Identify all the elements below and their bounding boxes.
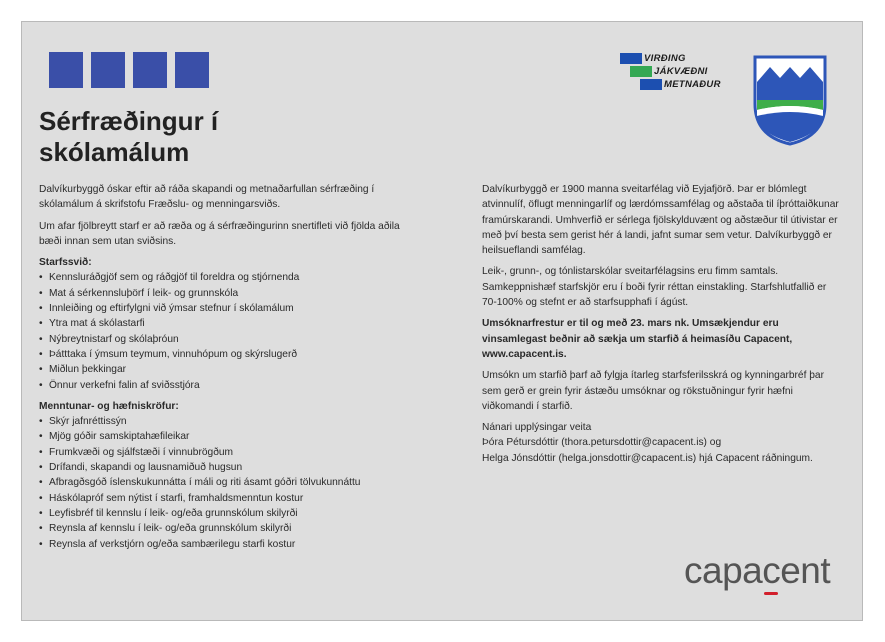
list-item: • Mjög góðir samskiptahæfileikar [39,429,409,444]
list-item: • Önnur verkefni falin af sviðsstjóra [39,378,409,393]
blue-block [133,52,167,88]
capacent-logo [684,550,830,592]
motto-word-1: VIRÐING [644,53,686,64]
list-item: • Leyfisbréf til kennslu í leik- og/eða grunnskólum skilyrði [39,506,409,521]
motto-bar-blue-2 [640,79,662,90]
contact-line-1: Þóra Pétursdóttir (thora.petursdottir@capacent.is) og [482,437,722,449]
list-item: • Skýr jafnréttissýn [39,414,409,429]
list-item: • Drífandi, skapandi og lausnamiðuð hugsun [39,460,409,475]
intro-paragraph-2: Um afar fjölbreytt starf er að ræða og á sérfræðingurinn snertifleti við fjölda aðila bæði innan sem utan sviðsins. [39,220,400,247]
job-title [39,106,299,168]
logo-text-end: ent [780,550,831,591]
logo-text-start: capa [684,550,763,591]
duties-list [39,270,409,392]
left-column [39,182,409,556]
list-item: • Nýbreytnistarf og skólaþróun [39,332,409,347]
motto-word-3: METNAÐUR [664,79,721,90]
blue-block [91,52,125,88]
requirements-title: Menntunar- og hæfniskröfur: [39,400,179,412]
about-paragraph: Dalvíkurbyggð er 1900 manna sveitarfélag við Eyjafjörð. Þar er blómlegt atvinnulíf, öflugt menningarlíf og lærdómssamfélag og aðstaða til íþróttaiðkunar framúrskarandi. Umhverfið er sérlega fjölskylduvænt og aðstæður til útivistar er með því besta sem gerist hér á landi, jafnt sumar sem vetur. Dalvíkurbyggð er heilsueflandi samfélag. [482,184,839,257]
application-paragraph: Umsókn um starfið þarf að fylgja ítarleg starfsferilsskrá og kynningarbréf þar sem gerð er grein fyrir ástæðu umsóknar og rökstuðningur fyrir hæfni viðkomandi í starfið. [482,370,824,412]
list-item: • Ytra mat á skólastarfi [39,316,409,331]
blue-block [175,52,209,88]
list-item: • Frumkvæði og sjálfstæði í vinnubrögðum [39,445,409,460]
list-item: • Innleiðing og eftirfylgni við ýmsar stefnur í skólamálum [39,301,409,316]
decorative-blocks [49,52,209,88]
motto-bar-green [630,66,652,77]
right-column [482,182,842,466]
intro-paragraph-1: Dalvíkurbyggð óskar eftir að ráða skapandi og metnaðarfullan sérfræðing í skólamálum á skrifstofu Fræðslu- og menningarsviðs. [39,184,375,211]
motto-logo [620,53,740,93]
list-item: • Þátttaka í ýmsum teymum, vinnuhópum og skýrslugerð [39,347,409,362]
list-item: • Afbragðsgóð íslenskukunnátta í máli og riti ásamt góðri tölvukunnáttu [39,475,409,490]
list-item: • Miðlun þekkingar [39,362,409,377]
ad-frame [21,21,863,621]
schools-paragraph: Leik-, grunn-, og tónlistarskólar sveitarfélagsins eru fimm samtals. Samkeppnishæf starfskjör eru í boði fyrir réttan einstakling. Starfshlutfallið er 70-100% og stefnt er að starfsupphafi í ágúst. [482,266,827,309]
job-title-line-1: Sérfræðingur í [39,106,219,136]
blue-block [49,52,83,88]
list-item: • Reynsla af verkstjórn og/eða sambærilegu starfi kostur [39,537,409,552]
requirements-list [39,414,409,552]
municipality-crest-icon [752,54,828,146]
motto-word-2: JÁKVÆÐNI [654,66,708,77]
list-item: • Mat á sérkennsluþörf í leik- og grunnskóla [39,286,409,301]
contact-intro: Nánari upplýsingar veita [482,422,592,434]
job-title-line-2: skólamálum [39,137,190,167]
motto-bar-blue [620,53,642,64]
contact-line-2: Helga Jónsdóttir (helga.jonsdottir@capacent.is) hjá Capacent ráðningum. [482,452,813,464]
deadline-paragraph: Umsóknarfrestur er til og með 23. mars nk. Umsækjendur eru vinsamlegast beðnir að sækja um starfið á heimasíðu Capacent, www.capacent.is. [482,318,793,360]
list-item: • Kennsluráðgjöf sem og ráðgjöf til foreldra og stjórnenda [39,270,409,285]
duties-title: Starfssvið: [39,257,92,269]
list-item: • Reynsla af kennslu í leik- og/eða grunnskólum skilyrði [39,521,409,536]
logo-text-mark: c [762,550,781,591]
list-item: • Háskólapróf sem nýtist í starfi, framhaldsmenntun kostur [39,491,409,506]
